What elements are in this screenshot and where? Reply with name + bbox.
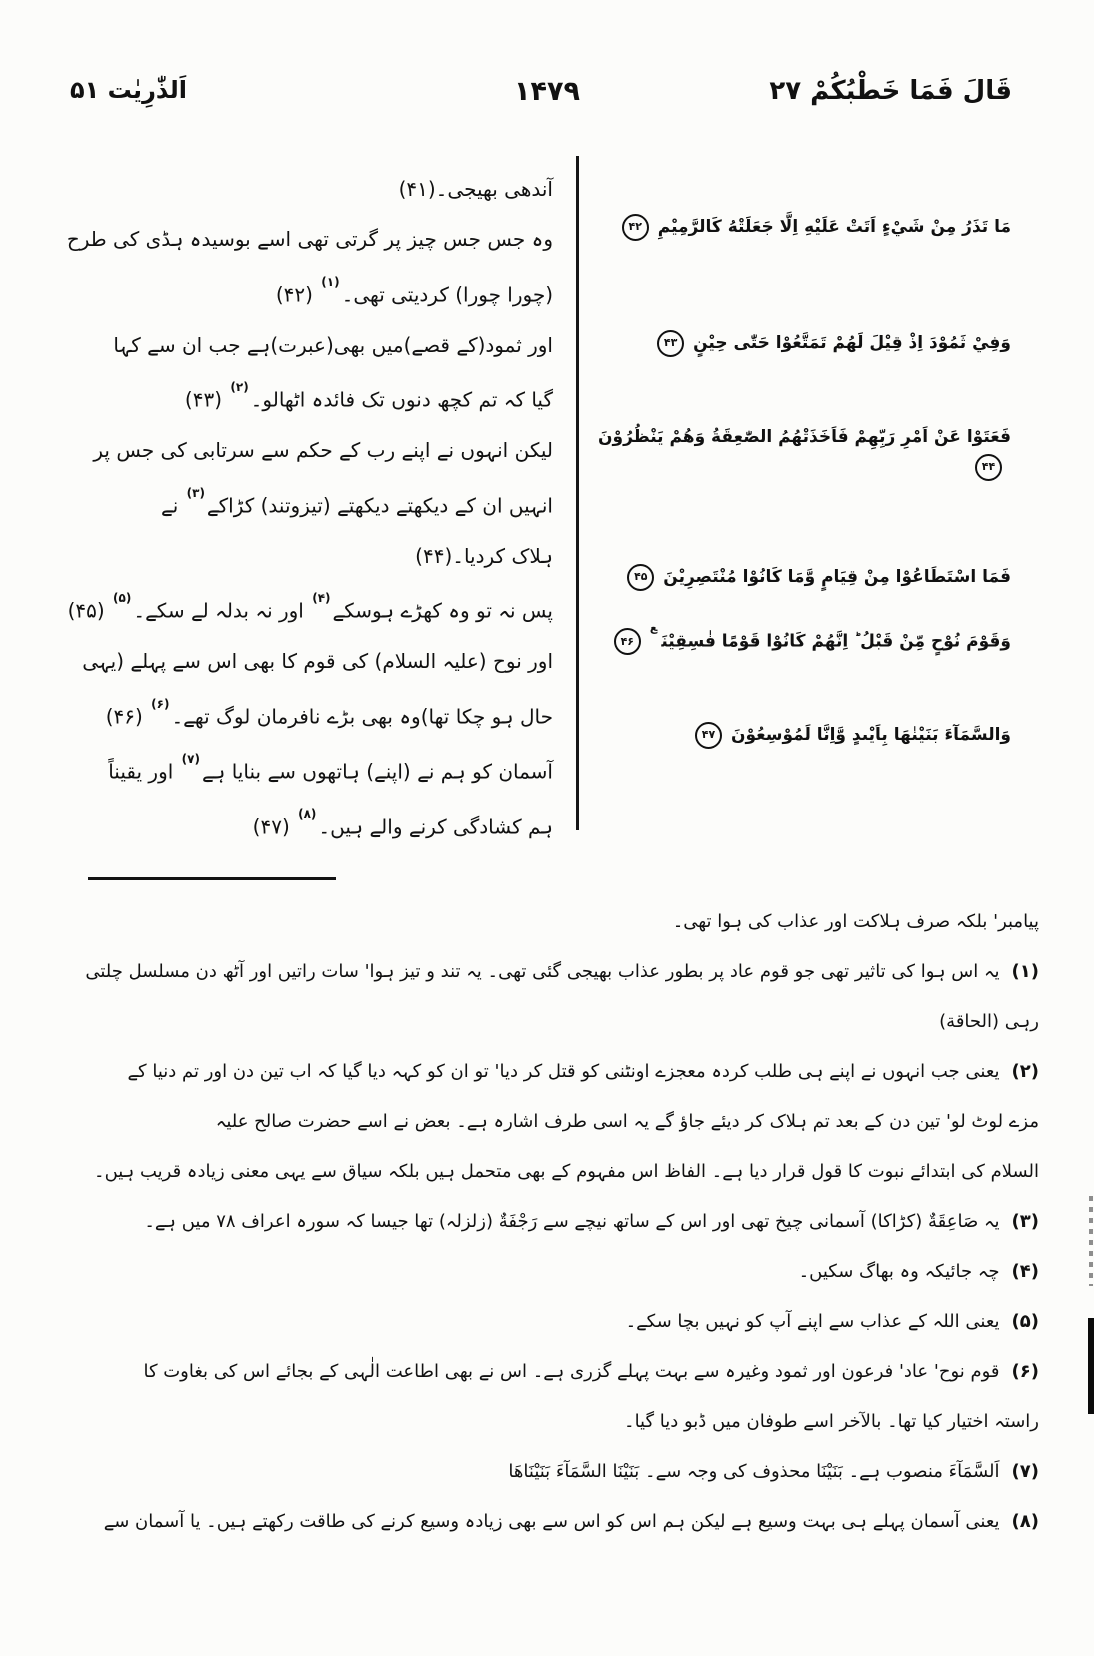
ayah-number-circle: ۴۴: [975, 454, 1002, 481]
quran-verse: [591, 422, 1011, 482]
footnote-number: (۶): [1011, 1361, 1039, 1382]
verse-text: وَقَوْمَ نُوْحٍ مِّنْ قَبْلُ ؕ اِنَّهُمْ كَانُوْا قَوْمًا فٰسِقِيْنَ: [661, 631, 1011, 652]
footnote-number: (۴): [1011, 1261, 1039, 1282]
verse-text: فَمَا اسْتَطَاعُوْا مِنْ قِيَامٍ وَّمَا كَانُوْا مُنْتَصِرِيْنَ: [663, 567, 1011, 587]
footnote-ref: (۶): [151, 696, 170, 711]
footnote-line: راستہ اختیار کیا تھا۔ بالآخر اسے طوفان میں ڈبو دیا گیا۔: [624, 1411, 1039, 1432]
footnote-line: (۵)یعنی اللہ کے عذاب سے اپنے آپ کو نہیں بچا سکے۔: [625, 1311, 1039, 1332]
translation-line: انہیں ان کے دیکھتے دیکھتے (تیزوتند) کڑاکے$^{(۳)}$ نے: [160, 485, 553, 518]
quran-verse: [591, 720, 1011, 750]
verse-text: وَالسَّمَآءَ بَنَيْنٰهَا بِاَيْىدٍ وَّاِنَّا لَمُوْسِعُوْنَ: [730, 725, 1011, 745]
footnote-ref: (۲): [230, 380, 249, 395]
translation-line: ہم کشادگی کرنے والے ہیں۔$^{(۸)}$ (۴۷): [252, 806, 553, 839]
translation-line: ہلاک کردیا۔(۴۴): [415, 543, 553, 568]
ayah-number-circle: ۴۳: [657, 330, 684, 357]
footnote-line: (۱)یہ اس ہوا کی تاثیر تھی جو قوم عاد پر بطور عذاب بھیجی گئی تھی۔ یہ تند و تیز ہوا' سات راتیں اور آٹھ دن مسلسل چلتی: [85, 961, 1039, 982]
footnote-number: (۱): [1011, 961, 1039, 982]
footnote-number: (۵): [1011, 1311, 1039, 1332]
scan-artifact-faint-streak: [1089, 1196, 1093, 1286]
translation-line: گیا کہ تم کچھ دنوں تک فائدہ اٹھالو۔$^{(۲)}$ (۴۳): [184, 380, 553, 412]
footnote-ref: (۷): [181, 751, 200, 766]
footnote-line: مزے لوٹ لو' تین دن کے بعد تم ہلاک کر دیئے جاؤ گے یہ اسی طرف اشارہ ہے۔ بعض نے اسے حضرت صالح علیہ: [215, 1111, 1039, 1132]
translation-line: آسمان کو ہم نے (اپنے) ہاتھوں سے بنایا ہے$^{(۷)}$ اور یقیناً: [108, 751, 553, 784]
urdu-translation-column: [66, 164, 553, 852]
translation-line: وہ جس جس چیز پر گرتی تھی اسے بوسیدہ ہڈی کی طرح: [66, 227, 553, 252]
ayah-number-circle: ۴۶: [614, 628, 641, 655]
footnote-number: (۷): [1011, 1461, 1039, 1482]
ayah-number-circle: ۴۲: [622, 214, 649, 241]
translation-line: اور ثمود(کے قصے)میں بھی(عبرت)ہے جب ان سے کہا: [113, 332, 553, 357]
footnote-ref: (۵): [113, 591, 132, 606]
footnote-line: (۸)یعنی آسمان پہلے ہی بہت وسیع ہے لیکن ہم اس کو اس سے بھی زیادہ وسیع کرنے کی طاقت رکھتے ہیں۔ یا آسمان سے: [103, 1511, 1039, 1532]
scripture-area: [66, 160, 1039, 839]
footnote-ref: (۱): [321, 274, 340, 289]
scan-artifact-streak: [1088, 1318, 1094, 1414]
translation-line: (چورا چورا) کردیتی تھی۔$^{(۱)}$ (۴۲): [275, 274, 553, 307]
translation-line: اور نوح (علیہ السلام) کی قوم کا بھی اس سے پہلے (یہی: [82, 649, 553, 674]
footnote-number: (۳): [1011, 1211, 1039, 1232]
verse-text: مَا تَذَرُ مِنْ شَيْءٍ اَتَتْ عَلَيْهِ اِلَّا جَعَلَتْهُ كَالرَّمِيْمِ: [657, 217, 1011, 237]
quran-verse: [591, 212, 1011, 242]
footnote-number: (۲): [1011, 1061, 1039, 1082]
footnote-line: (۴)چہ جائیکہ وہ بھاگ سکیں۔: [798, 1261, 1039, 1282]
footnote-continuation-line: پیامبر' بلکہ صرف ہلاکت اور عذاب کی ہوا تھی۔: [672, 911, 1039, 932]
verse-text: فَعَتَوْا عَنْ اَمْرِ رَبِّهِمْ فَاَخَذَتْهُمُ الصّٰعِقَةُ وَهُمْ يَنْظُرُوْنَ: [598, 427, 1011, 447]
verse-text: وَفِيْ ثَمُوْدَ اِذْ قِيْلَ لَهُمْ تَمَتَّعُوْا حَتّٰى حِيْنٍ: [693, 333, 1011, 353]
juz-title: قَالَ فَمَا خَطْبُكُمْ ۲۷: [769, 76, 1012, 106]
translation-line: حال ہو چکا تھا)وہ بھی بڑے نافرمان لوگ تھے۔$^{(۶)}$ (۴۶): [105, 696, 553, 729]
footnote-ref: (۳): [186, 485, 205, 500]
footnote-ref: (۸): [298, 806, 317, 821]
footnote-line: (۲)یعنی جب انہوں نے اپنے ہی طلب کردہ معجزے اونٹنی کو قتل کر دیا' تو ان کو کہہ دیا گیا کہ اب تین دن اور تم دنیا کے: [127, 1061, 1039, 1082]
page-number: ۱۴۷۹: [514, 76, 580, 107]
quran-verse: [591, 328, 1011, 358]
footnote-line: (۳)یہ صَاعِقَةٌ (کڑاکا) آسمانی چیخ تھی اور اس کے ساتھ نیچے سے رَجْفَةٌ (زلزلہ) تھا جیسا کہ سورہ اعراف ۷۸ میں ہے۔: [144, 1211, 1039, 1232]
translation-line: آندھی بھیجی۔(۴۱): [398, 177, 553, 201]
ayah-number-circle: ۴۷: [695, 722, 722, 749]
footnote-ref: (۴): [312, 591, 331, 606]
footnote-number: (۸): [1011, 1511, 1039, 1532]
footnote-line: (۶)قوم نوح' عاد' فرعون اور ثمود وغیرہ سے بہت پہلے گزری ہے۔ اس نے بھی اطاعت الٰہی کے بجائے اس کی بغاوت کا: [143, 1361, 1039, 1382]
quran-verse: [591, 622, 1011, 657]
quran-verse: [591, 562, 1011, 592]
ayah-number-circle: ۴۵: [627, 564, 654, 591]
footnote-line: رہی (الحاقة): [939, 1011, 1039, 1032]
footnote-line: (۷)اَلسَّمَآءَ منصوب ہے۔ بَنَيْنَا محذوف کی وجہ سے۔ بَنَيْنَا السَّمَآءَ بَنَيْنَاهَا: [508, 1461, 1039, 1482]
footnotes-section: [60, 897, 1039, 1547]
footnote-line: السلام کی ابتدائے نبوت کا قول قرار دیا ہے۔ الفاظ اس مفہوم کے بھی متحمل ہیں بلکہ سیاق سے یہی معنی زیادہ قریب ہیں۔: [94, 1161, 1039, 1182]
translation-line: لیکن انہوں نے اپنے رب کے حکم سے سرتابی کی جس پر: [93, 438, 553, 463]
translation-line: پس نہ تو وہ کھڑے ہوسکے$^{(۴)}$ اور نہ بدلہ لے سکے۔$^{(۵)}$ (۴۵): [67, 591, 553, 623]
ruku-marker: ع: [649, 621, 658, 634]
surah-title: اَلذّٰرِيٰت ۵۱: [70, 76, 187, 104]
footnote-separator: [88, 877, 336, 880]
